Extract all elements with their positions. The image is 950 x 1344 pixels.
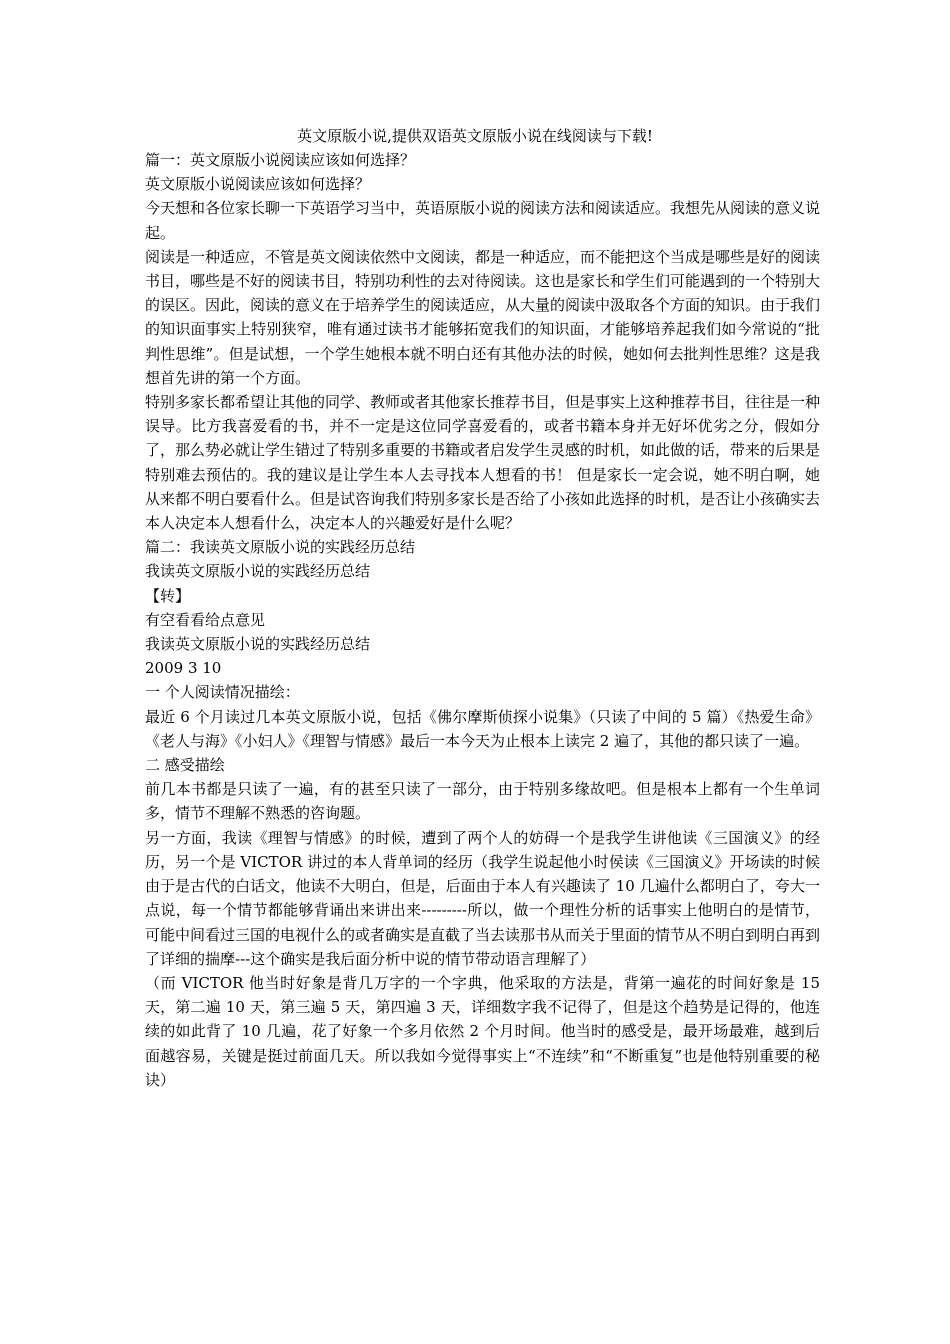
body-paragraph: 另一方面，我读《理智与情感》的时候，遭到了两个人的妨碍一个是我学生讲他读《三国演义》的经历，另一个是 VICTOR 讲过的本人背单词的经历（我学生说起他小时侯读《三国演义》开场读的时候由于是古代的白话文，他读不大明白，但是，后面由于本人有兴趣读了 10 几遍什么都明白了，夸大一点说，每一个情节都能够背诵出来讲出来---------所以，做一个理性分析的话事实上他明白的是情节，可能中间看过三国的电视什么的或者确实是直截了当去读那书从而关于里面的情节从不明白到明白再到了详细的揣摩---这个确实是我后面分析中说的情节带动语言理解了）	[145, 828, 821, 968]
article-title-2: 我读英文原版小说的实践经历总结	[145, 562, 371, 581]
document-title: 英文原版小说,提供双语英文原版小说在线阅读与下载!	[297, 127, 653, 145]
subheading: 二 感受描绘	[145, 756, 225, 775]
body-paragraph: 今天想和各位家长聊一下英语学习当中，英语原版小说的阅读方法和阅读适应。我想先从阅读的意义说起。	[145, 199, 821, 242]
article-title-1: 英文原版小说阅读应该如何选择？	[145, 175, 371, 194]
date-line: 2009 3 10	[145, 659, 222, 678]
repost-tag: 【转】	[145, 586, 191, 605]
body-paragraph: 阅读是一种适应，不管是英文阅读依然中文阅读，都是一种适应，而不能把这个当成是哪些是好的阅读书目，哪些是不好的阅读书目，特别功利性的去对待阅读。这也是家长和学生们可能遇到的一个特别大的误区。因此，阅读的意义在于培养学生的阅读适应，从大量的阅读中汲取各个方面的知识。由于我们的知识面事实上特别狭窄，唯有通过读书才能够拓宽我们的知识面，才能够培养起我们如今常说的“批判性思维”。但是试想，一个学生她根本就不明白还有其他办法的时候，她如何去批判性思维？这是我想首先讲的第一个方面。	[145, 247, 821, 387]
body-paragraph: 特别多家长都希望让其他的同学、教师或者其他家长推荐书目，但是事实上这种推荐书目，往往是一种误导。比方我喜爱看的书，并不一定是这位同学喜爱看的，或者书籍本身并无好坏优劣之分，假如分了，那么势必就让学生错过了特别多重要的书籍或者启发学生灵感的时机，如此做的话，带来的后果是特别难去预估的。我的建议是让学生本人去寻找本人想看的书！ 但是家长一定会说，她不明白啊，她从来都不明白要看什么。但是试咨询我们特别多家长是否给了小孩如此选择的时机，是否让小孩确实去本人决定本人想看什么，决定本人的兴趣爱好是什么呢？	[145, 393, 821, 533]
section-heading-1: 篇一：英文原版小说阅读应该如何选择？	[145, 151, 416, 169]
body-line: 我读英文原版小说的实践经历总结	[145, 635, 371, 654]
section-heading-2: 篇二：我读英文原版小说的实践经历总结	[145, 538, 416, 557]
document-body	[145, 148, 820, 1092]
body-paragraph: （而 VICTOR 他当时好象是背几万字的一个字典，他采取的方法是，背第一遍花的时间好象是 15 天，第二遍 10 天，第三遍 5 天，第四遍 3 天，详细数字我不记得了，但是这个趋势是记得的，他连续的如此背了 10 几遍，花了好象一个多月依然 2 个月时间。他当时的感受是，最开场最难，越到后面越容易，关键是挺过前面几天。所以我如今觉得事实上“不连续”和“不断重复”也是他特别重要的秘诀）	[145, 973, 820, 1089]
subheading: 一 个人阅读情况描绘：	[145, 683, 300, 702]
body-line: 有空看看给点意见	[145, 610, 266, 629]
body-paragraph: 最近 6 个月读过几本英文原版小说，包括《佛尔摩斯侦探小说集》（只读了中间的 5 篇）《热爱生命》《老人与海》《小妇人》《理智与情感》最后一本今天为止根本上读完 2 遍了，其他的都只读了一遍。	[145, 707, 820, 750]
body-paragraph: 前几本书都是只读了一遍，有的甚至只读了一部分，由于特别多缘故吧。但是根本上都有一个生单词多，情节不理解不熟悉的咨询题。	[145, 780, 820, 823]
